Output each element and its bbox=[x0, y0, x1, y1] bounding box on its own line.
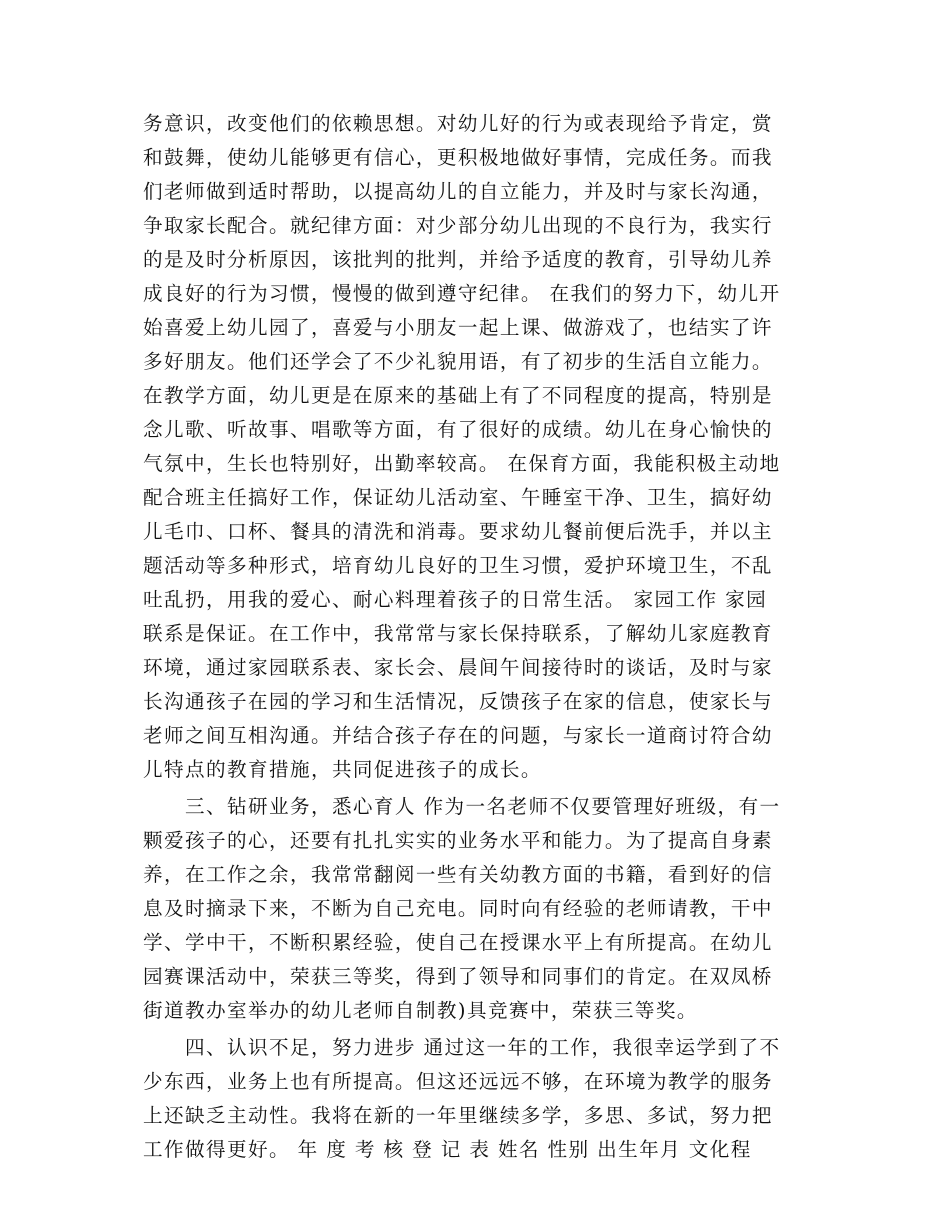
text-line: 气氛中，生长也特别好，出勤率较高。 在保育方面，我能积极主动地 bbox=[143, 452, 781, 475]
text-line: 念儿歌、听故事、唱歌等方面，有了很好的成绩。幼儿在身心愉快的 bbox=[143, 418, 773, 441]
text-line: 联系是保证。在工作中，我常常与家长保持联系，了解幼儿家庭教育 bbox=[143, 622, 773, 645]
section-heading-line: 四、认识不足，努力进步 通过这一年的工作，我很幸运学到了不 bbox=[143, 1036, 781, 1059]
text-line: 学、学中干，不断积累经验，使自己在授课水平上有所提高。在幼儿 bbox=[143, 931, 773, 954]
text-line: 上还缺乏主动性。我将在新的一年里继续多学，多思、多试，努力把 bbox=[143, 1104, 773, 1127]
text-line: 少东西，业务上也有所提高。但这还远远不够，在环境为教学的服务 bbox=[143, 1070, 773, 1093]
text-line: 养，在工作之余，我常常翻阅一些有关幼教方面的书籍，看到好的信 bbox=[143, 863, 773, 886]
text-line: 儿毛巾、口杯、餐具的清洗和消毒。要求幼儿餐前便后洗手，并以主 bbox=[143, 520, 773, 543]
text-line: 务意识，改变他们的依赖思想。对幼儿好的行为或表现给予肯定，赏 bbox=[143, 112, 773, 135]
text-line: 成良好的行为习惯，慢慢的做到遵守纪律。 在我们的努力下，幼儿开 bbox=[143, 282, 781, 305]
text-line: 环境，通过家园联系表、家长会、晨间午间接待时的谈话，及时与家 bbox=[143, 656, 773, 679]
text-line: 工作做得更好。 年 度 考 核 登 记 表 姓名 性别 出生年月 文化程 bbox=[143, 1138, 752, 1161]
text-line: 老师之间互相沟通。并结合孩子存在的问题，与家长一道商讨符合幼 bbox=[143, 724, 773, 747]
text-line: 颗爱孩子的心，还要有扎扎实实的业务水平和能力。为了提高自身素 bbox=[143, 829, 773, 852]
text-line: 街道教办室举办的幼儿老师自制教)具竞赛中，荣获三等奖。 bbox=[143, 999, 698, 1022]
text-line: 儿特点的教育措施，共同促进孩子的成长。 bbox=[143, 758, 542, 781]
text-line: 们老师做到适时帮助，以提高幼儿的自立能力，并及时与家长沟通， bbox=[143, 180, 773, 203]
text-line: 园赛课活动中，荣获三等奖，得到了领导和同事们的肯定。在双凤桥 bbox=[143, 965, 773, 988]
text-line: 息及时摘录下来，不断为自己充电。同时向有经验的老师请教，干中 bbox=[143, 897, 773, 920]
text-line: 在教学方面，幼儿更是在原来的基础上有了不同程度的提高，特别是 bbox=[143, 384, 773, 407]
text-line: 吐乱扔，用我的爱心、耐心料理着孩子的日常生活。 家园工作 家园 bbox=[143, 588, 768, 611]
text-line: 的是及时分析原因，该批判的批判，并给予适度的教育，引导幼儿养 bbox=[143, 248, 773, 271]
text-line: 多好朋友。他们还学会了不少礼貌用语，有了初步的生活自立能力。 bbox=[143, 350, 773, 373]
text-line: 题活动等多种形式，培育幼儿良好的卫生习惯，爱护环境卫生，不乱 bbox=[143, 554, 773, 577]
section-heading-line: 三、钻研业务，悉心育人 作为一名老师不仅要管理好班级，有一 bbox=[143, 795, 781, 818]
text-line: 和鼓舞，使幼儿能够更有信心，更积极地做好事情，完成任务。而我 bbox=[143, 146, 773, 169]
text-line: 配合班主任搞好工作，保证幼儿活动室、午睡室干净、卫生，搞好幼 bbox=[143, 486, 773, 509]
text-line: 长沟通孩子在园的学习和生活情况，反馈孩子在家的信息，使家长与 bbox=[143, 690, 773, 713]
text-line: 争取家长配合。就纪律方面：对少部分幼儿出现的不良行为，我实行 bbox=[143, 214, 773, 237]
text-line: 始喜爱上幼儿园了，喜爱与小朋友一起上课、做游戏了，也结实了许 bbox=[143, 316, 773, 339]
